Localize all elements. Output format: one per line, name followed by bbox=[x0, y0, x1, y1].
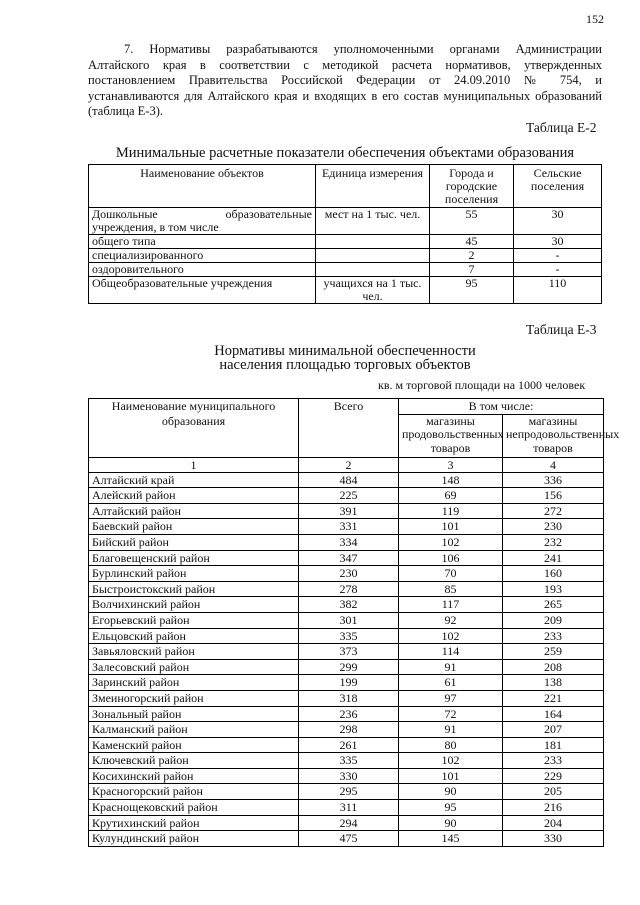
food-cell: 61 bbox=[399, 675, 503, 691]
total-cell: 261 bbox=[299, 737, 399, 753]
table-e3-column-numbers bbox=[89, 457, 604, 472]
total-cell: 330 bbox=[299, 768, 399, 784]
cities-value-cell: 7 bbox=[430, 263, 514, 277]
object-name-cell: общего типа bbox=[89, 235, 316, 249]
table-row bbox=[89, 722, 604, 738]
food-cell: 80 bbox=[399, 737, 503, 753]
total-cell: 225 bbox=[299, 488, 399, 504]
municipality-cell: Крутихинский район bbox=[89, 815, 299, 831]
total-cell: 230 bbox=[299, 566, 399, 582]
object-name-cell: Дошкольные образовательные учреждения, в том числе bbox=[89, 208, 316, 235]
header-including: В том числе: bbox=[399, 399, 604, 415]
nonfood-cell: 181 bbox=[503, 737, 604, 753]
municipality-cell: Калманский район bbox=[89, 722, 299, 738]
cities-value-cell: 95 bbox=[430, 277, 514, 304]
nonfood-cell: 204 bbox=[503, 815, 604, 831]
municipality-cell: Бурлинский район bbox=[89, 566, 299, 582]
total-cell: 236 bbox=[299, 706, 399, 722]
object-name-cell: специализированного bbox=[89, 249, 316, 263]
table-row bbox=[89, 519, 604, 535]
municipality-cell: Залесовский район bbox=[89, 659, 299, 675]
cities-value-cell: 45 bbox=[430, 235, 514, 249]
table-row bbox=[89, 831, 604, 847]
municipality-cell: Кулундинский район bbox=[89, 831, 299, 847]
table-e2-header-row bbox=[89, 165, 602, 208]
nonfood-cell: 272 bbox=[503, 503, 604, 519]
nonfood-cell: 216 bbox=[503, 800, 604, 816]
table-row bbox=[89, 800, 604, 816]
food-cell: 69 bbox=[399, 488, 503, 504]
food-cell: 148 bbox=[399, 472, 503, 488]
table-row bbox=[89, 706, 604, 722]
table-e3-unit: кв. м торговой площади на 1000 человек bbox=[378, 378, 586, 392]
nonfood-cell: 336 bbox=[503, 472, 604, 488]
table-row bbox=[89, 503, 604, 519]
nonfood-cell: 230 bbox=[503, 519, 604, 535]
table-e3-title-line1: Нормативы минимальной обеспеченности bbox=[214, 343, 476, 359]
unit-cell: учащихся на 1 тыс. чел. bbox=[316, 277, 430, 304]
table-e3-title-line2: населения площадью торговых объектов bbox=[219, 357, 471, 373]
total-cell: 295 bbox=[299, 784, 399, 800]
table-row bbox=[89, 581, 604, 597]
rural-value-cell: - bbox=[514, 249, 602, 263]
table-row bbox=[89, 277, 602, 304]
unit-cell bbox=[316, 235, 430, 249]
food-cell: 101 bbox=[399, 519, 503, 535]
nonfood-cell: 259 bbox=[503, 644, 604, 660]
total-cell: 373 bbox=[299, 644, 399, 660]
paragraph-7 bbox=[88, 42, 602, 120]
total-cell: 331 bbox=[299, 519, 399, 535]
food-cell: 102 bbox=[399, 628, 503, 644]
municipality-cell: Косихинский район bbox=[89, 768, 299, 784]
food-cell: 72 bbox=[399, 706, 503, 722]
object-name-cell: Общеобразовательные учреждения bbox=[89, 277, 316, 304]
table-row bbox=[89, 784, 604, 800]
nonfood-cell: 208 bbox=[503, 659, 604, 675]
food-cell: 70 bbox=[399, 566, 503, 582]
cities-value-cell: 2 bbox=[430, 249, 514, 263]
municipality-cell: Благовещенский район bbox=[89, 550, 299, 566]
food-cell: 101 bbox=[399, 768, 503, 784]
food-cell: 91 bbox=[399, 659, 503, 675]
table-row bbox=[89, 768, 604, 784]
rural-value-cell: 30 bbox=[514, 208, 602, 235]
table-row bbox=[89, 488, 604, 504]
table-row bbox=[89, 263, 602, 277]
table-e2-title: Минимальные расчетные показатели обеспечения объектами образования bbox=[115, 145, 575, 161]
total-cell: 382 bbox=[299, 597, 399, 613]
total-cell: 318 bbox=[299, 690, 399, 706]
rural-value-cell: - bbox=[514, 263, 602, 277]
food-cell: 119 bbox=[399, 503, 503, 519]
table-row bbox=[89, 612, 604, 628]
food-cell: 97 bbox=[399, 690, 503, 706]
nonfood-cell: 209 bbox=[503, 612, 604, 628]
header-cities: Города и городские поселения bbox=[430, 165, 514, 208]
municipality-cell: Ельцовский район bbox=[89, 628, 299, 644]
table-row bbox=[89, 249, 602, 263]
table-row bbox=[89, 628, 604, 644]
table-e3-header-row-1 bbox=[89, 399, 604, 415]
table-row bbox=[89, 737, 604, 753]
total-cell: 278 bbox=[299, 581, 399, 597]
municipality-cell: Каменский район bbox=[89, 737, 299, 753]
nonfood-cell: 229 bbox=[503, 768, 604, 784]
food-cell: 114 bbox=[399, 644, 503, 660]
page-number: 152 bbox=[586, 12, 604, 26]
cities-value-cell: 55 bbox=[430, 208, 514, 235]
table-row bbox=[89, 534, 604, 550]
total-cell: 311 bbox=[299, 800, 399, 816]
municipality-cell: Быстроистокский район bbox=[89, 581, 299, 597]
nonfood-cell: 233 bbox=[503, 753, 604, 769]
table-row bbox=[89, 472, 604, 488]
nonfood-cell: 160 bbox=[503, 566, 604, 582]
total-cell: 298 bbox=[299, 722, 399, 738]
table-row bbox=[89, 644, 604, 660]
nonfood-cell: 265 bbox=[503, 597, 604, 613]
table-e3-label: Таблица Е-3 bbox=[526, 322, 597, 337]
col-number-2: 2 bbox=[299, 457, 399, 472]
nonfood-cell: 156 bbox=[503, 488, 604, 504]
food-cell: 106 bbox=[399, 550, 503, 566]
rural-value-cell: 30 bbox=[514, 235, 602, 249]
nonfood-cell: 233 bbox=[503, 628, 604, 644]
nonfood-cell: 138 bbox=[503, 675, 604, 691]
municipality-cell: Завьяловский район bbox=[89, 644, 299, 660]
food-cell: 90 bbox=[399, 815, 503, 831]
table-row bbox=[89, 659, 604, 675]
food-cell: 92 bbox=[399, 612, 503, 628]
table-row bbox=[89, 208, 602, 235]
table-row bbox=[89, 235, 602, 249]
municipality-cell: Бийский район bbox=[89, 534, 299, 550]
food-cell: 117 bbox=[399, 597, 503, 613]
municipality-cell: Змеиногорский район bbox=[89, 690, 299, 706]
table-row bbox=[89, 690, 604, 706]
total-cell: 484 bbox=[299, 472, 399, 488]
municipality-cell: Заринский район bbox=[89, 675, 299, 691]
unit-cell bbox=[316, 249, 430, 263]
rural-value-cell: 110 bbox=[514, 277, 602, 304]
total-cell: 335 bbox=[299, 753, 399, 769]
municipality-cell: Краснощековский район bbox=[89, 800, 299, 816]
paragraph-text: 7. Нормативы разрабатываются уполномоченными органами Администрации Алтайского края в соответствии с методикой расчета нормативов, утвержденных постановлением Правительства Российской Федерации от 24.09.2010 № 754, и устанавливаются для Алтайского края и входящих в его состав муниципальных образований (таблица Е-3). bbox=[88, 42, 602, 118]
table-row bbox=[89, 566, 604, 582]
nonfood-cell: 207 bbox=[503, 722, 604, 738]
municipality-cell: Алтайский край bbox=[89, 472, 299, 488]
food-cell: 95 bbox=[399, 800, 503, 816]
total-cell: 475 bbox=[299, 831, 399, 847]
food-cell: 90 bbox=[399, 784, 503, 800]
nonfood-cell: 330 bbox=[503, 831, 604, 847]
header-nonfood: магазины непродовольственных товаров bbox=[503, 414, 604, 457]
nonfood-cell: 205 bbox=[503, 784, 604, 800]
food-cell: 145 bbox=[399, 831, 503, 847]
municipality-cell: Алтайский район bbox=[89, 503, 299, 519]
col-number-1: 1 bbox=[89, 457, 299, 472]
object-name-cell: оздоровительного bbox=[89, 263, 316, 277]
header-unit: Единица измерения bbox=[316, 165, 430, 208]
total-cell: 347 bbox=[299, 550, 399, 566]
table-e2-label: Таблица Е-2 bbox=[526, 120, 597, 135]
total-cell: 301 bbox=[299, 612, 399, 628]
header-rural: Сельские поселения bbox=[514, 165, 602, 208]
municipality-cell: Ключевский район bbox=[89, 753, 299, 769]
table-row bbox=[89, 815, 604, 831]
food-cell: 85 bbox=[399, 581, 503, 597]
nonfood-cell: 221 bbox=[503, 690, 604, 706]
col-number-3: 3 bbox=[399, 457, 503, 472]
table-e2 bbox=[88, 164, 602, 304]
table-e3-title bbox=[88, 344, 602, 372]
nonfood-cell: 164 bbox=[503, 706, 604, 722]
header-municipality: Наименование муниципального образования bbox=[89, 399, 299, 458]
table-row bbox=[89, 550, 604, 566]
col-number-4: 4 bbox=[503, 457, 604, 472]
municipality-cell: Красногорский район bbox=[89, 784, 299, 800]
food-cell: 102 bbox=[399, 534, 503, 550]
header-total: Всего bbox=[299, 399, 399, 458]
food-cell: 102 bbox=[399, 753, 503, 769]
nonfood-cell: 193 bbox=[503, 581, 604, 597]
municipality-cell: Алейский район bbox=[89, 488, 299, 504]
total-cell: 294 bbox=[299, 815, 399, 831]
total-cell: 199 bbox=[299, 675, 399, 691]
total-cell: 334 bbox=[299, 534, 399, 550]
header-food: магазины продовольственных товаров bbox=[399, 414, 503, 457]
municipality-cell: Волчихинский район bbox=[89, 597, 299, 613]
municipality-cell: Егорьевский район bbox=[89, 612, 299, 628]
table-e3 bbox=[88, 398, 620, 847]
nonfood-cell: 241 bbox=[503, 550, 604, 566]
municipality-cell: Баевский район bbox=[89, 519, 299, 535]
unit-cell bbox=[316, 263, 430, 277]
table-row bbox=[89, 675, 604, 691]
municipality-cell: Зональный район bbox=[89, 706, 299, 722]
unit-cell: мест на 1 тыс. чел. bbox=[316, 208, 430, 235]
total-cell: 299 bbox=[299, 659, 399, 675]
header-name: Наименование объектов bbox=[89, 165, 316, 208]
total-cell: 335 bbox=[299, 628, 399, 644]
nonfood-cell: 232 bbox=[503, 534, 604, 550]
table-row bbox=[89, 753, 604, 769]
table-row bbox=[89, 597, 604, 613]
total-cell: 391 bbox=[299, 503, 399, 519]
food-cell: 91 bbox=[399, 722, 503, 738]
